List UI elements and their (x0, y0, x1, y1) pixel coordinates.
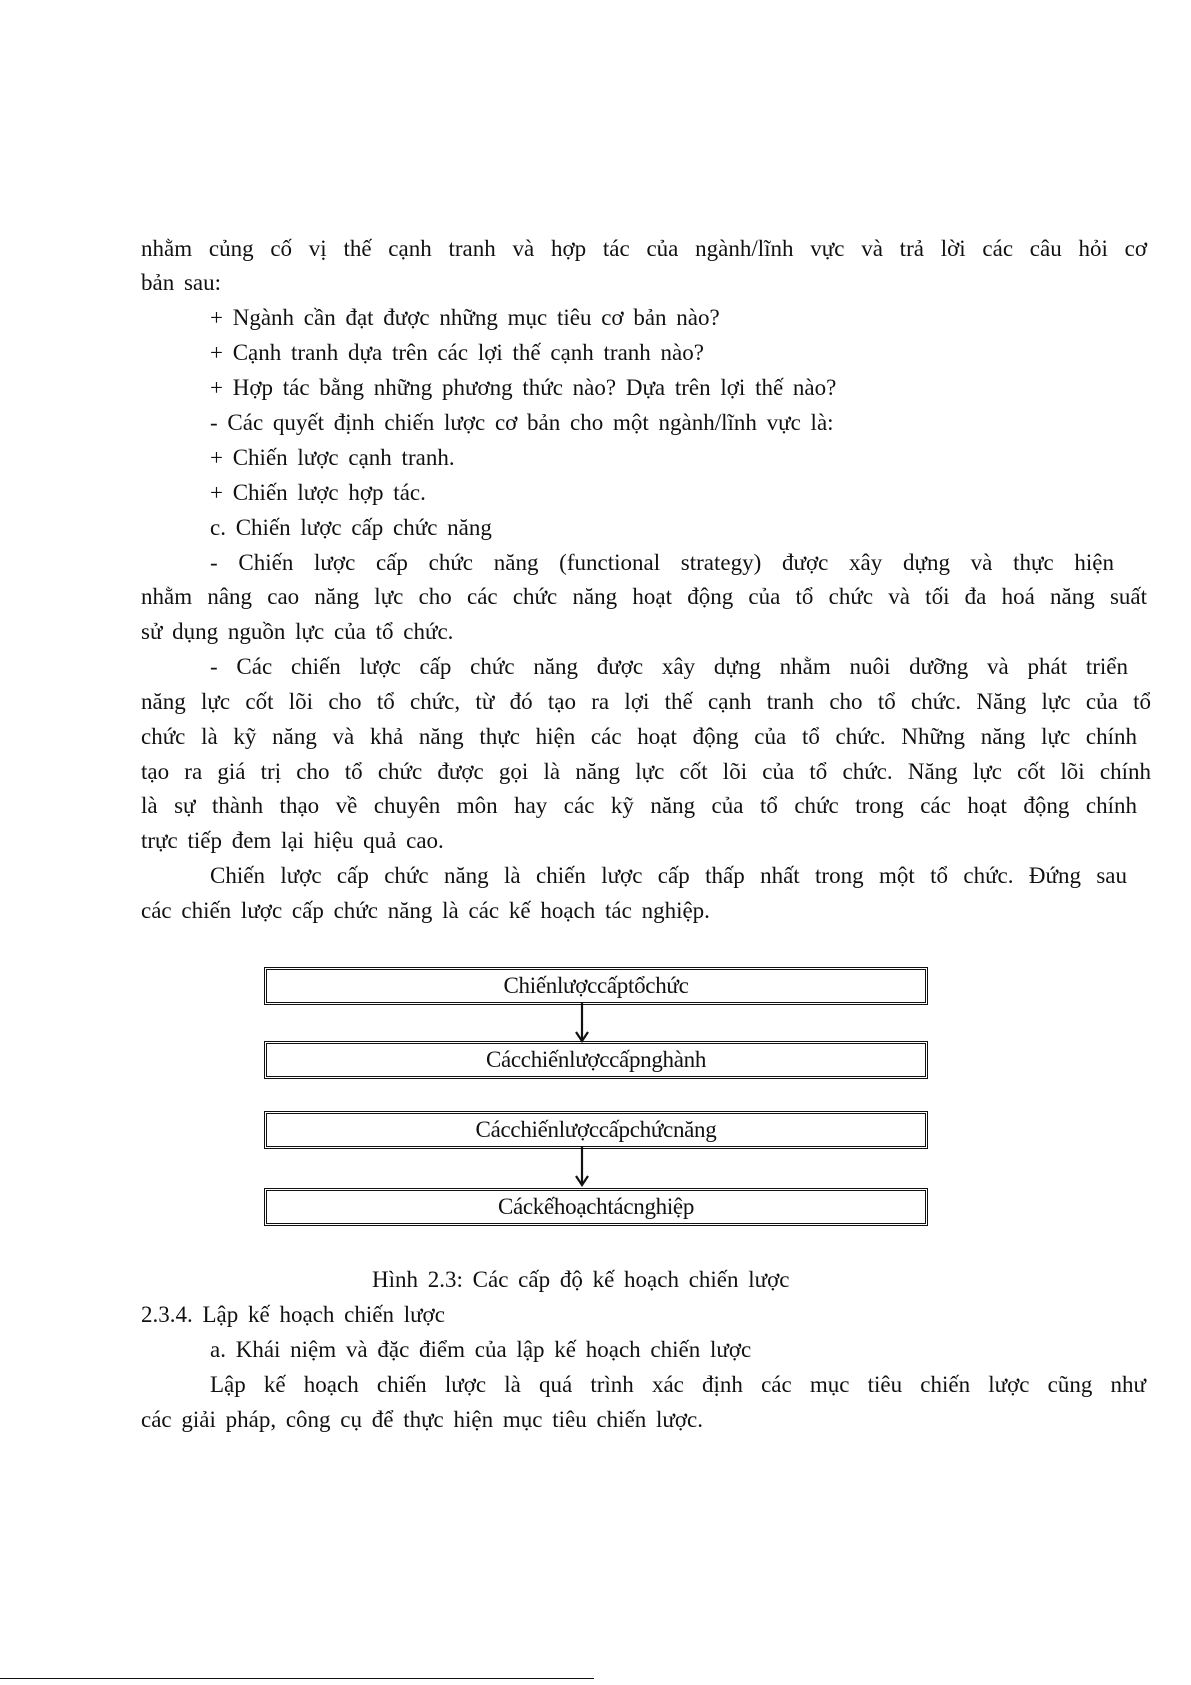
lowest-level-line-1: Chiến lược cấp chức năng là chiến lược cấp thấp nhất trong một tổ chức. Đứng sau (210, 863, 1127, 888)
subsection-heading-c: c. Chiến lược cấp chức năng (210, 515, 492, 540)
diagram-box-operational-plans: Cáckếhoạchtácnghiệp (264, 1188, 928, 1226)
decision-intro: - Các quyết định chiến lược cơ bản cho một ngành/lĩnh vực là: (210, 410, 834, 435)
body-line-1: nhằm củng cố vị thế cạnh tranh và hợp tác của ngành/lĩnh vực và trả lời các câu hỏi cơ (141, 236, 1147, 261)
diagram-box-corporate-strategy: Chiếnlượccấptổchức (264, 967, 928, 1005)
question-item-1: + Ngành cần đạt được những mục tiêu cơ bản nào? (210, 305, 720, 330)
decision-item-2: + Chiến lược hợp tác. (210, 480, 426, 505)
figure-caption: Hình 2.3: Các cấp độ kế hoạch chiến lược (372, 1267, 790, 1292)
arrow-down-icon (575, 1003, 589, 1043)
core-competence-line-5: là sự thành thạo về chuyên môn hay các kỹ năng của tổ chức trong các hoạt động chính (141, 793, 1137, 818)
diagram-box-business-strategy: Cácchiếnlượccấpnghành (264, 1041, 928, 1079)
diagram-box-functional-strategy: Cácchiếnlượccấpchứcnăng (264, 1111, 928, 1149)
section-body-line-2: các giải pháp, công cụ để thực hiện mục tiêu chiến lược. (141, 1407, 703, 1432)
core-competence-line-1: - Các chiến lược cấp chức năng được xây dựng nhằm nuôi dưỡng và phát triển (210, 654, 1128, 679)
arrow-down-icon (575, 1147, 589, 1187)
decision-item-1: + Chiến lược cạnh tranh. (210, 445, 455, 470)
functional-strategy-line-3: sử dụng nguồn lực của tổ chức. (141, 619, 454, 644)
question-item-2: + Cạnh tranh dựa trên các lợi thế cạnh tranh nào? (210, 340, 704, 365)
core-competence-line-6: trực tiếp đem lại hiệu quả cao. (141, 828, 444, 853)
question-item-3: + Hợp tác bằng những phương thức nào? Dựa trên lợi thế nào? (210, 375, 837, 400)
core-competence-line-2: năng lực cốt lõi cho tổ chức, từ đó tạo ra lợi thế cạnh tranh cho tổ chức. Năng lực của tổ (141, 689, 1151, 714)
section-subheading: a. Khái niệm và đặc điểm của lập kế hoạch chiến lược (210, 1337, 752, 1362)
section-heading: 2.3.4. Lập kế hoạch chiến lược (141, 1302, 445, 1327)
section-body-line-1: Lập kế hoạch chiến lược là quá trình xác định các mục tiêu chiến lược cũng như (210, 1372, 1146, 1397)
footer-divider (0, 1678, 594, 1679)
body-line-2: bản sau: (141, 270, 222, 295)
lowest-level-line-2: các chiến lược cấp chức năng là các kế hoạch tác nghiệp. (141, 898, 710, 923)
functional-strategy-line-2: nhằm nâng cao năng lực cho các chức năng hoạt động của tổ chức và tối đa hoá năng suất (141, 584, 1147, 609)
functional-strategy-line-1: - Chiến lược cấp chức năng (functional strategy) được xây dựng và thực hiện (210, 550, 1114, 575)
core-competence-line-4: tạo ra giá trị cho tổ chức được gọi là năng lực cốt lõi của tổ chức. Năng lực cốt lõi chính (141, 759, 1151, 784)
core-competence-line-3: chức là kỹ năng và khả năng thực hiện các hoạt động của tổ chức. Những năng lực chính (141, 724, 1137, 749)
